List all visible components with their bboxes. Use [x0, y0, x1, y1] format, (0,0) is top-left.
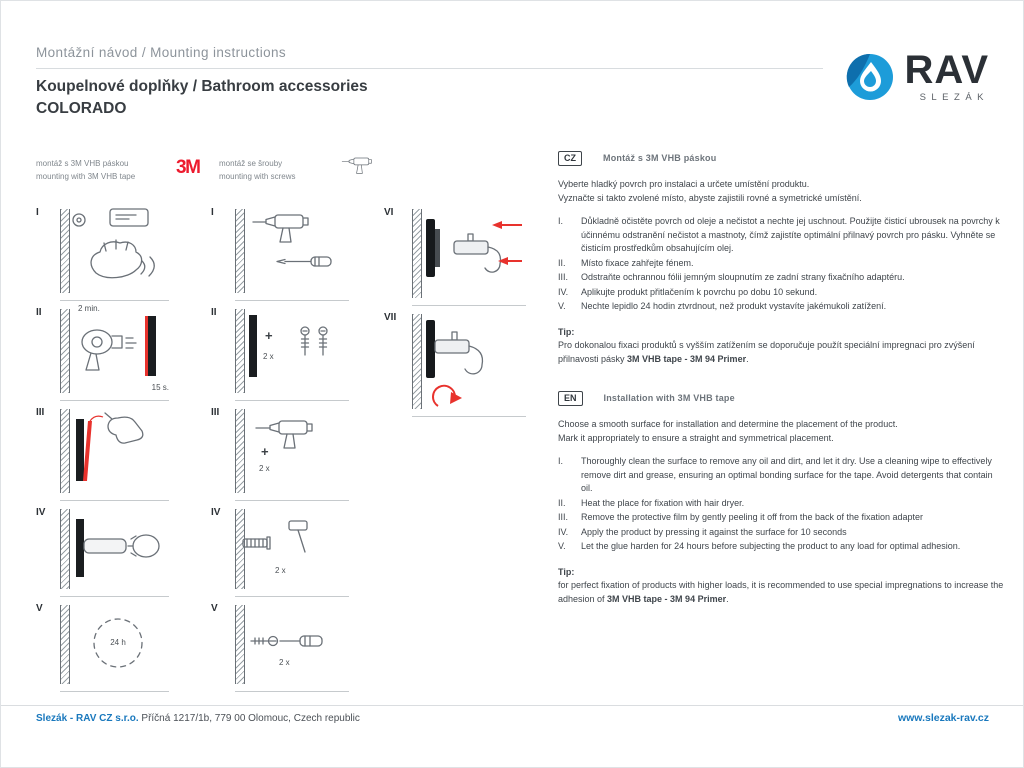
cleaning-step-icon — [72, 207, 167, 295]
step-numeral: II. — [558, 497, 566, 508]
tape-method-header — [36, 158, 135, 184]
list-item — [558, 455, 1004, 496]
step-text: Aplikujte produkt přitlačením k povrchu po dobu 10 sekund. — [581, 286, 818, 297]
list-item — [558, 497, 1004, 511]
tape-method-label-en: mounting with 3M VHB tape — [36, 171, 136, 181]
quantity-note: 2 x — [275, 566, 286, 575]
3m-logo-badge: 3M — [176, 157, 200, 178]
drill-holes-step-icon — [247, 407, 345, 495]
list-item — [558, 257, 1004, 271]
page-title: Koupelnové doplňky / Bathroom accessories — [36, 78, 368, 95]
step-numeral: III — [211, 407, 220, 418]
fixation-adapter — [249, 315, 257, 377]
peel-film-step-icon — [72, 407, 167, 495]
step-text: Apply the product by pressing it against the surface for 10 seconds — [581, 526, 847, 537]
list-item — [558, 526, 1004, 540]
assembly-step-6 — [384, 204, 526, 306]
screw-method-header — [219, 158, 295, 184]
cure-time-note: 24 h — [110, 638, 126, 647]
step-illustration — [60, 204, 169, 301]
tape-method-label-cs: montáž s 3M VHB páskou — [36, 159, 129, 168]
screw-icon — [251, 637, 278, 646]
step-numeral: III — [36, 407, 45, 418]
list-item — [558, 215, 1004, 256]
screw-step-3 — [211, 404, 349, 501]
step-numeral: IV — [36, 507, 46, 518]
list-item — [558, 286, 1004, 300]
brand-name: RAV — [904, 48, 989, 92]
tape-step-4 — [36, 504, 169, 597]
en-language-badge: EN — [558, 391, 583, 406]
step-illustration — [235, 204, 349, 301]
brand-highlight: 3M VHB tape - 3M 94 Primer — [607, 593, 727, 604]
footer-divider — [1, 705, 1024, 706]
product-body — [84, 539, 126, 553]
step-text: Odstraňte ochrannou fólii jemným sloupnutím ze zadní strany fixačního adaptéru. — [581, 272, 905, 282]
step-illustration — [235, 404, 349, 501]
step-text: Thoroughly clean the surface to remove any oil and dirt, and let it dry. Use a cleaning wipe to effectively remove dirt and grease, ensuring an optimal bonding surface for the tape. Avoid detergents that contain oil. — [581, 456, 993, 493]
quantity-note: 2 x — [259, 464, 270, 473]
step-numeral: VI — [384, 207, 394, 218]
wall-hatch — [60, 509, 70, 589]
screw-method-label-cs: montáž se šrouby — [219, 159, 283, 168]
tape-step-1 — [36, 204, 169, 301]
wall-hatch — [235, 409, 245, 493]
list-item — [558, 271, 1004, 285]
step-numeral: III. — [558, 512, 569, 522]
footer-address — [36, 713, 360, 724]
en-instructions — [558, 391, 1004, 606]
screw-step-1 — [211, 204, 349, 301]
tip-label: Tip: — [558, 326, 575, 337]
company-address: Příčná 1217/1b, 779 00 Olomouc, Czech republic — [141, 713, 360, 724]
screw-step-2 — [211, 304, 349, 401]
wall-hatch — [235, 605, 245, 684]
tape-step-3 — [36, 404, 169, 501]
wall-hatch — [235, 309, 245, 393]
screwing-step-icon — [247, 603, 345, 687]
adapter-disc — [426, 320, 435, 378]
cz-tip — [558, 326, 1004, 367]
hammer-icon — [289, 521, 307, 552]
step-numeral: V. — [558, 541, 566, 551]
screw-step-5 — [211, 600, 349, 692]
wall-hatch — [60, 409, 70, 493]
wall-hatch — [412, 209, 422, 298]
step-text: Heat the place for fixation with hair dryer. — [581, 497, 745, 508]
plus-sign: + — [265, 328, 273, 343]
tape-step-5 — [36, 600, 169, 692]
step-numeral: IV. — [558, 526, 569, 537]
tip-text: for perfect fixation of products with higher loads, it is recommended to use special impregnations to increase the adhesion of 3M VHB tape - 3M 94 Primer. — [558, 580, 1004, 604]
screw-step-4 — [211, 504, 349, 597]
step-numeral: II — [36, 307, 42, 318]
fixation-adapter — [148, 316, 156, 376]
hook-product-icon — [454, 234, 501, 272]
screw-icon — [301, 327, 309, 355]
wall-hatch — [412, 314, 422, 409]
wall-plug-icon — [243, 537, 270, 549]
document-kicker: Montážní návod / Mounting instructions — [36, 45, 287, 60]
step-numeral: V — [36, 603, 43, 614]
quantity-note: 2 x — [279, 658, 290, 667]
step-illustration — [60, 600, 169, 692]
quantity-note: 2 x — [263, 352, 274, 361]
adapter-disc — [426, 219, 435, 277]
lock-product-step-icon — [424, 312, 526, 414]
step-illustration — [235, 504, 349, 597]
cz-language-badge: CZ — [558, 151, 582, 166]
step-numeral: III. — [558, 272, 569, 282]
step-text: Důkladně očistěte povrch od oleje a nečistot a nechte jej uschnout. Použijte čisticí ubrousek na povrchy k účinnému odstranění nečistot a mastnoty, čímž zajistíte optimální přilnavý povrch pro pásku. Vyhněte se čisticím prostředkům obsahujícím olej. — [581, 216, 1000, 253]
website-link[interactable]: www.slezak-rav.cz — [897, 712, 989, 724]
step-numeral: I. — [558, 216, 564, 226]
page-subtitle: COLORADO — [36, 100, 127, 117]
screw-method-label-en: mounting with screws — [219, 171, 296, 181]
fixation-adapter — [76, 519, 84, 577]
tip-text: Pro dokonalou fixaci produktů s vyšším zatížením se doporučuje použít speciální impregnaci pro zvýšení přilnavosti pásky 3M VHB tape - 3M 94 Primer. — [558, 340, 975, 364]
step-illustration — [60, 304, 169, 401]
adapter-hub — [435, 229, 440, 267]
screw-icon — [319, 327, 327, 355]
step-numeral: I. — [558, 456, 564, 466]
hook-product-icon — [435, 332, 482, 374]
step-numeral: IV — [211, 507, 221, 518]
wall-hatch — [60, 309, 70, 393]
en-heading: Installation with 3M VHB tape — [603, 393, 735, 403]
heat-duration-note: 2 min. — [78, 304, 100, 313]
step-text: Let the glue harden for 24 hours before subjecting the product to any load for optimal adhesion. — [581, 541, 961, 551]
step-numeral: II. — [558, 257, 566, 268]
step-numeral: V — [211, 603, 218, 614]
list-item — [558, 540, 1004, 554]
assembly-step-7 — [384, 309, 526, 417]
brand-highlight: 3M VHB tape - 3M 94 Primer — [627, 353, 747, 364]
tape-strip — [145, 316, 148, 376]
company-name: Slezák - RAV CZ s.r.o. — [36, 713, 139, 724]
brand-subname: SLEZÁK — [919, 92, 989, 103]
list-item — [558, 511, 1004, 525]
en-intro: Choose a smooth surface for installation and determine the placement of the product. Mark it appropriately to ensure a straight and symmetrical placement. — [558, 419, 898, 443]
step-illustration — [412, 204, 526, 306]
drill-badge-icon — [339, 154, 373, 180]
hair-dryer-icon — [82, 330, 136, 370]
press-product-step-icon — [72, 507, 167, 591]
step-numeral: IV. — [558, 286, 569, 297]
step-text: Nechte lepidlo 24 hodin ztvrdnout, než produkt vystavíte jakémukoli zatížení. — [581, 301, 887, 311]
screwdriver-icon — [280, 636, 322, 646]
cz-instructions — [558, 151, 1004, 366]
step-text: Místo fixace zahřejte fénem. — [581, 257, 694, 268]
tip-label: Tip: — [558, 566, 575, 577]
cz-steps-list — [558, 215, 1004, 314]
instructions-panel — [558, 1, 1004, 768]
step-illustration — [235, 600, 349, 692]
protective-film — [83, 421, 92, 481]
cz-intro: Vyberte hladký povrch pro instalaci a určete umístění produktu. Vyznačte si takto zvolené místo, abyste zajistili rovné a symetrické umístění. — [558, 179, 862, 203]
cz-heading: Montáž s 3M VHB páskou — [603, 153, 717, 163]
step-illustration — [235, 304, 349, 401]
tape-step-2 — [36, 304, 169, 401]
wall-hatch — [235, 209, 245, 293]
press-hand-icon — [133, 535, 159, 557]
step-numeral: V. — [558, 301, 566, 311]
adapter-screws-step-icon — [247, 307, 345, 395]
step-illustration — [60, 404, 169, 501]
screwdriver-icon — [277, 257, 331, 266]
list-item — [558, 300, 1004, 314]
drill-icon — [256, 421, 312, 448]
heat-duration-note: 15 s. — [151, 383, 169, 392]
fixation-adapter — [76, 419, 84, 481]
drill-icon — [253, 215, 308, 242]
step-illustration — [60, 504, 169, 597]
step-illustration — [412, 309, 526, 417]
step-numeral: II — [211, 307, 217, 318]
step-numeral: I — [36, 207, 39, 218]
tools-step-icon — [247, 207, 345, 295]
step-text: Remove the protective film by gently peeling it off from the back of the fixation adapter — [581, 512, 924, 522]
hand-peeling-icon — [105, 413, 143, 443]
wall-hatch — [60, 605, 70, 684]
wall-plug-step-icon — [241, 507, 339, 591]
step-numeral: VII — [384, 312, 397, 323]
wall-hatch — [60, 209, 70, 293]
en-steps-list — [558, 455, 1004, 554]
en-tip — [558, 566, 1004, 607]
attach-product-step-icon — [424, 207, 526, 303]
step-numeral: I — [211, 207, 214, 218]
plus-sign: + — [261, 444, 269, 459]
hair-dryer-step-icon — [72, 314, 167, 394]
